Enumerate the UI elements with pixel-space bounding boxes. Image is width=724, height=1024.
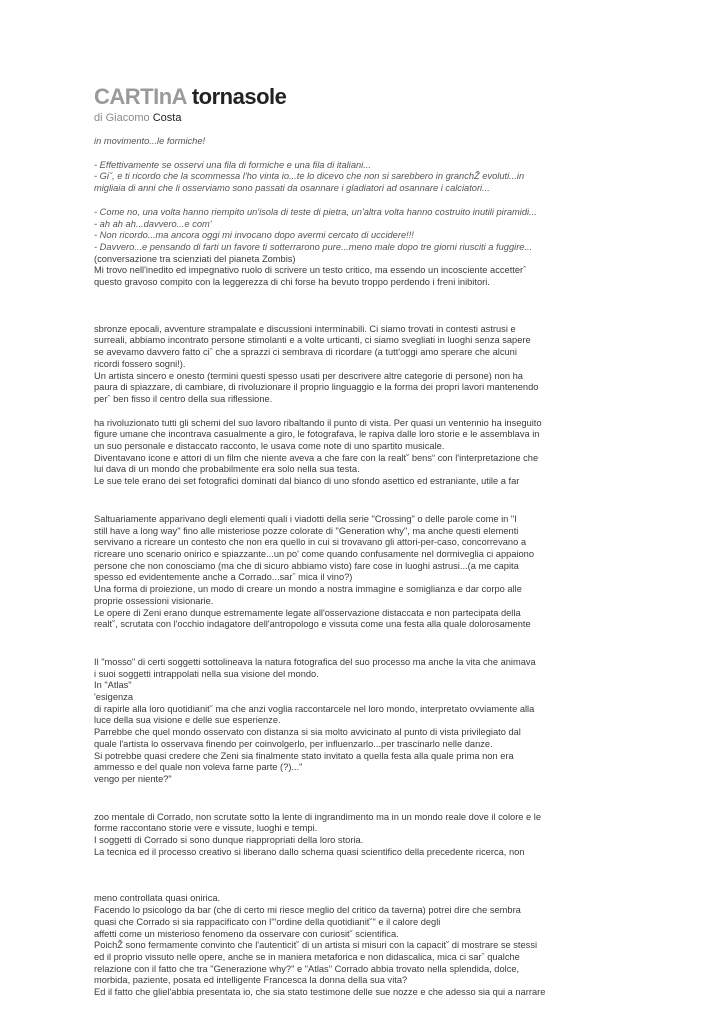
title-part-cartina: CARTInA [94, 84, 187, 109]
paragraph-5: Il "mosso" di certi soggetti sottolineava la natura fotografica del suo processo ma anche la vita che animava i suoi soggetti intrappolati nella sua visione del mondo. In "Atlas" 'esigenza di rapirle alla loro quotidianit˘ ma che anzi voglia raccontarcele nel loro mondo, interpretato ovviamente alla luce della sua visione e delle sue esperienze. Parrebbe che quel mondo osservato con distanza si sia molto avvicinato al punto di vista privilegiato dal quale l'artista lo osservava finendo per coinvolgerlo, per influenzarlo...per trascinarlo nelle danze. Si potrebbe quasi credere che Zeni sia finalmente stato invitato a quella festa alla quale prima non era ammesso e del quale non voleva farne parte (?)..." vengo per niente?" [94, 656, 536, 784]
dialog-block-2: - Come no, una volta hanno riempito un'isola di teste di pietra, un'altra volta hanno costruito inutili piramidi... - ah ah ah...davvero...e com' - Non ricordo...ma ancora oggi mi invocano dopo avermi cercato di uccidere!!! - Davvero...e pensando di farti un favore ti sotterrarono pure...meno male dopo tre giorni riusciti a fuggire... [94, 206, 537, 252]
paragraph-3: ha rivoluzionato tutti gli schemi del suo lavoro ribaltando il punto di vista. Per quasi un ventennio ha inseguito figure umane che incontrava casualmente a giro, le fotografava, le rapiva dalle loro storie e le assemblava in un suo personale e distaccato racconto, le usava come note di uno spartito musicale. Diventavano icone e attori di un film che niente aveva a che fare con la realt˘ bens“ con l'interpretazione che lui dava di un mondo che probabilmente era solo nella sua testa. Le sue tele erano dei set fotografici dominati dal bianco di uno sfondo asettico ed estraniante, utile a far [94, 417, 542, 487]
author-last-name: Costa [152, 112, 182, 124]
paragraph-4: Saltuariamente apparivano degli elementi quali i viadotti della serie "Crossing" o delle parole come in "I still have a long way" fino alle misteriose pozze colorate di "Generation why", ma anche questi elementi servivano a ricreare un contesto che non era quello in cui si trovavano gli attori-per-caso, concorrevano a ricreare uno scenario onirico e spiazzante...un po' come quando confusamente nel dormiveglia ci appaiono persone che non conosciamo (ma che di sicuro abbiamo visto) fare cose in luoghi astrusi...(a me capita spesso ed evidentemente anche a Corrado...sarˆ mica il vino?) Una forma di proiezione, un modo di creare un mondo a nostra immagine e somiglianza e dar corpo alle proprie ossessioni visionarie. Le opere di Zeni erano dunque estremamente legate all'osservazione distaccata e non partecipata della realt˘, scrutata con l'occhio indagatore dell'antropologo e vissuta come una festa alla quale dolorosamente [94, 513, 535, 630]
paragraph-7: meno controllata quasi onirica. Facendo lo psicologo da bar (che di certo mi riesce meglio del critico da taverna) potrei dire che sembra quasi che Corrado si sia rappacificato con l'"ordine della quotidianit˘" e il calore degli affetti come un misterioso fenomeno da osservare con curiosit˘ scientifica. PoichŽ sono fermamente convinto che l'autenticit˘ di un artista si misuri con la capacit˘ di mostrare se stessi ed il proprio vissuto nelle opere, anche se in maniera metaforica e non didascalica, mica ci sarˆ qualche relazione con il fatto che tra "Generazione why?" e "Atlas" Corrado abbia trovato nella splendida, dolce, morbida, paziente, posata ed intelligente Francesca la donna della sua vita? Ed il fatto che gliel'abbia presentata io, che sia stato testimone delle sue nozze e che adesso sia qui a narrare [94, 893, 546, 998]
document-title [94, 84, 564, 110]
byline-prefix: di [94, 112, 103, 124]
byline [94, 111, 564, 125]
document-page [94, 84, 564, 999]
intro-italic: in movimento...le formiche! [94, 136, 206, 146]
paragraph-2: sbronze epocali, avventure strampalate e discussioni interminabili. Ci siamo trovati in contesti astrusi e surreali, abbiamo incontrato persone stimolanti e a volte urticanti, ci siamo svegliati in luoghi senza sapere se avevamo davvero fatto ciˆ che a sprazzi ci sembrava di ricordare (a tutt'oggi amo sperare che alcuni ricordi fossero sogni!). Un artista sincero e onesto (termini questi spesso usati per descrivere altre categorie di persone) non ha paura di spiazzare, di cambiare, di rivoluzionare il proprio linguaggio e la forma dei propri lavori mantenendo perˆ ben fisso il centro della sua riflessione. [94, 323, 539, 404]
paragraph-6: zoo mentale di Corrado, non scrutate sotto la lente di ingrandimento ma in un mondo reale dove il colore e le forme raccontano storie vere e vissute, luoghi e tempi. I soggetti di Corrado si sono dunque riappropriati della loro storia. La tecnica ed il processo creativo si liberano dallo schema quasi scientifico della precedente ricerca, non [94, 811, 542, 857]
author-first-name: Giacomo [105, 112, 150, 124]
dialog-block-1: - Effettivamente se osservi una fila di formiche e una fila di italiani... - Gi˘, e ti ricordo che la scommessa l'ho vinta io...te lo dicevo che non si sarebbero in granchŽ evoluti...in migliaia di anni che li osserviamo sono passati da osannare i gladiatori ad osannare i calciatori... [94, 159, 525, 194]
title-part-tornasole: tornasole [191, 84, 287, 109]
paragraph-1: (conversazione tra scienziati del pianeta Zombis) Mi trovo nell'inedito ed impegnativo ruolo di scrivere un testo critico, ma essendo un incosciente accetterˆ questo gravoso compito con la leggerezza di chi forse ha bevuto troppo perdendo i freni inibitori. [94, 253, 527, 288]
